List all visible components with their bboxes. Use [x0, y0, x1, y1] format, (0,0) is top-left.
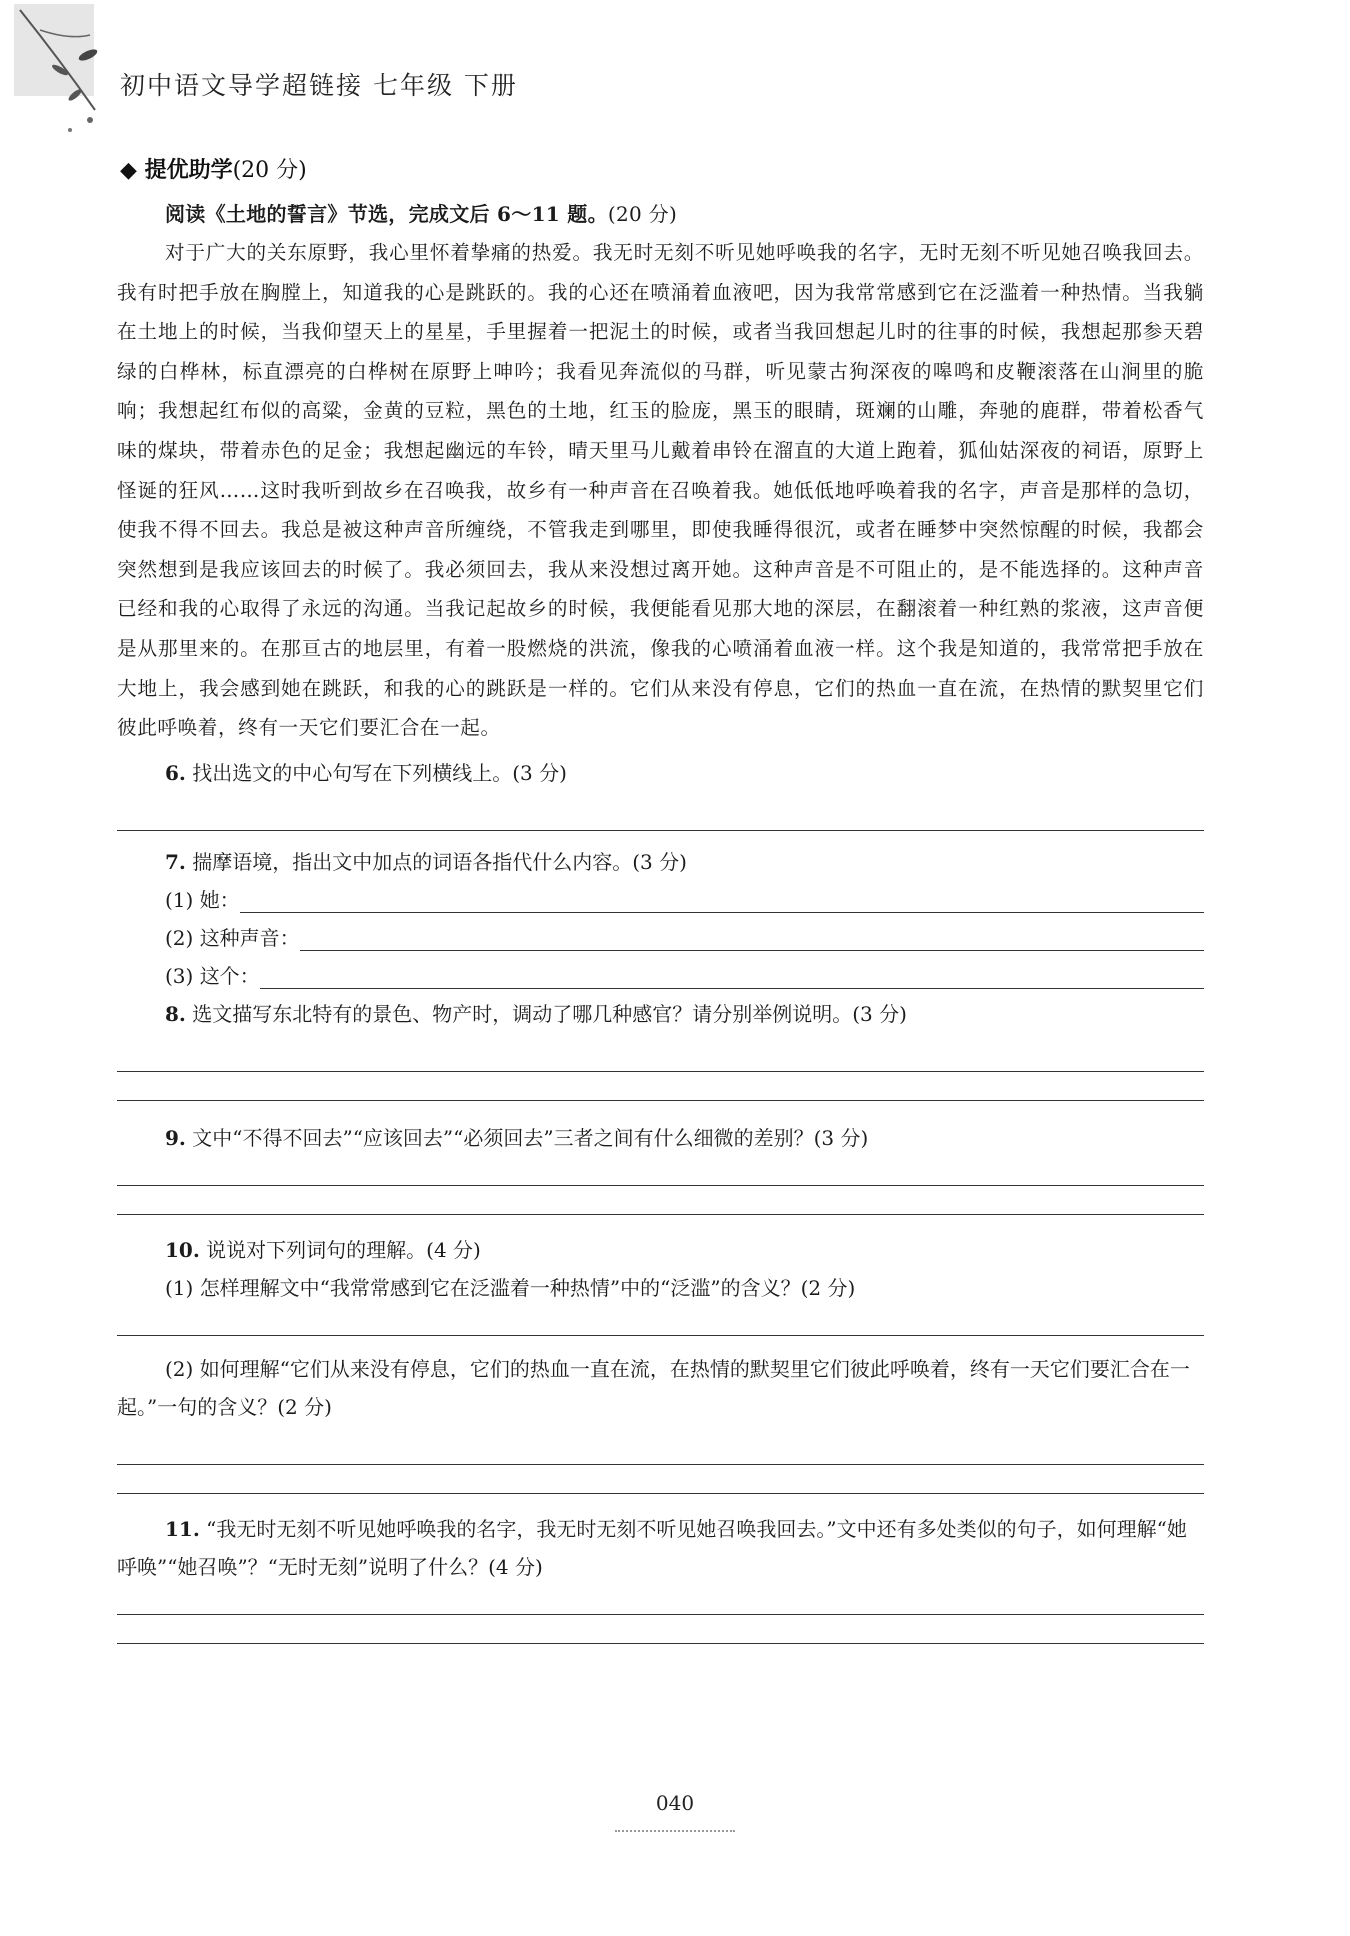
answer-line[interactable]: [117, 1643, 1204, 1644]
fill-row-7-2: [117, 919, 1204, 957]
ink-painting-decoration: [0, 0, 130, 165]
question-9-number: 9.: [165, 1125, 186, 1150]
answer-blank[interactable]: [260, 962, 1204, 989]
question-8-number: 8.: [165, 1001, 186, 1026]
answer-line[interactable]: [117, 1493, 1204, 1494]
instruction-score: (20 分): [607, 202, 678, 226]
answer-line[interactable]: [117, 830, 1204, 831]
question-6: [117, 754, 1204, 792]
question-11-text: “我无时无刻不听见她呼唤我的名字，我无时无刻不听见她召唤我回去。”文中还有多处类似的句子，如何理解“她呼唤”“她召唤”？“无时无刻”说明了什么？(4 分): [117, 1516, 1187, 1579]
answer-line[interactable]: [117, 1214, 1204, 1215]
question-7-text: 揣摩语境，指出文中加点的词语各指代什么内容。(3 分): [192, 849, 687, 874]
question-7: [117, 843, 1204, 881]
answer-blank[interactable]: [240, 886, 1204, 913]
fill-row-7-3: [117, 957, 1204, 995]
answer-line[interactable]: [117, 1100, 1204, 1101]
question-10: [117, 1231, 1204, 1269]
section-title-text: ◆ 提优助学: [120, 158, 233, 183]
question-11: [117, 1510, 1204, 1586]
question-6-text: 找出选文的中心句写在下列横线上。(3 分): [192, 760, 567, 785]
question-7-number: 7.: [165, 849, 186, 874]
question-8-text: 选文描写东北特有的景色、物产时，调动了哪几种感官？请分别举例说明。(3 分): [192, 1001, 907, 1026]
question-10-text: 说说对下列词句的理解。(4 分): [206, 1237, 481, 1262]
section-score: (20 分): [232, 158, 307, 183]
exercise-content: [117, 196, 1204, 1644]
answer-line[interactable]: [117, 1335, 1204, 1336]
reading-instruction: [117, 196, 1204, 233]
book-title: 初中语文导学超链接 七年级 下册: [120, 71, 518, 100]
fill-row-7-1: [117, 881, 1204, 919]
page-number: 040: [655, 1791, 695, 1815]
answer-line[interactable]: [117, 1185, 1204, 1186]
fill-label: (2) 这种声音：: [165, 925, 300, 950]
instruction-text: 阅读《土地的誓言》节选，完成文后 6～11 题。: [165, 202, 608, 226]
reading-passage: 对于广大的关东原野，我心里怀着挚痛的热爱。我无时无刻不听见她呼唤我的名字，无时无刻不听见她召唤我回去。我有时把手放在胸膛上，知道我的心是跳跃的。我的心还在喷涌着血液吧，因为我常常感到它在泛滥着一种热情。当我躺在土地上的时候，当我仰望天上的星星，手里握着一把泥土的时候，或者当我回想起儿时的往事的时候，我想起那参天碧绿的白桦林，标直漂亮的白桦树在原野上呻吟；我看见奔流似的马群，听见蒙古狗深夜的嗥鸣和皮鞭滚落在山涧里的脆响；我想起红布似的高粱，金黄的豆粒，黑色的土地，红玉的脸庞，黑玉的眼睛，斑斓的山雕，奔驰的鹿群，带着松香气味的煤块，带着赤色的足金；我想起幽远的车铃，晴天里马儿戴着串铃在溜直的大道上跑着，狐仙姑深夜的祠语，原野上怪诞的狂风……这时我听到故乡在召唤我，故乡有一种声音在召唤着我。她低低地呼唤着我的名字，声音是那样的急切，使我不得不回去。我总是被这种声音所缠绕，不管我走到哪里，即使我睡得很沉，或者在睡梦中突然惊醒的时候，我都会突然想到是我应该回去的时候了。我必须回去，我从来没想过离开她。这种声音是不可阻止的，是不能选择的。这种声音已经和我的心取得了永远的沟通。当我记起故乡的时候，我便能看见那大地的深层，在翻滚着一种红熟的浆液，这声音便是从那里来的。在那亘古的地层里，有着一股燃烧的洪流，像我的心喷涌着血液一样。这个我是知道的，我常常把手放在大地上，我会感到她在跳跃，和我的心的跳跃是一样的。它们从来没有停息，它们的热血一直在流，在热情的默契里它们彼此呼唤着，终有一天它们要汇合在一起。: [117, 241, 1204, 740]
question-9-text: 文中“不得不回去”“应该回去”“必须回去”三者之间有什么细微的差别？(3 分): [192, 1125, 869, 1150]
question-10-sub-2: (2) 如何理解“它们从来没有停息，它们的热血一直在流，在热情的默契里它们彼此呼唤着，终有一天它们要汇合在一起。”一句的含义？(2 分): [117, 1356, 1190, 1419]
question-11-number: 11.: [165, 1516, 200, 1541]
answer-blank[interactable]: [300, 924, 1204, 951]
answer-line[interactable]: [117, 1464, 1204, 1465]
fill-label: (3) 这个：: [165, 963, 260, 988]
question-6-number: 6.: [165, 760, 186, 785]
section-title: [120, 153, 307, 184]
answer-line[interactable]: [117, 1614, 1204, 1615]
fill-label: (1) 她：: [165, 887, 240, 912]
answer-line[interactable]: [117, 1071, 1204, 1072]
question-10-sub-1: (1) 怎样理解文中“我常常感到它在泛滥着一种热情”中的“泛滥”的含义？(2 分): [165, 1275, 856, 1300]
question-10-number: 10.: [165, 1237, 200, 1262]
page-number-underline: [615, 1830, 735, 1832]
question-9: [117, 1119, 1204, 1157]
question-8: [117, 995, 1204, 1033]
